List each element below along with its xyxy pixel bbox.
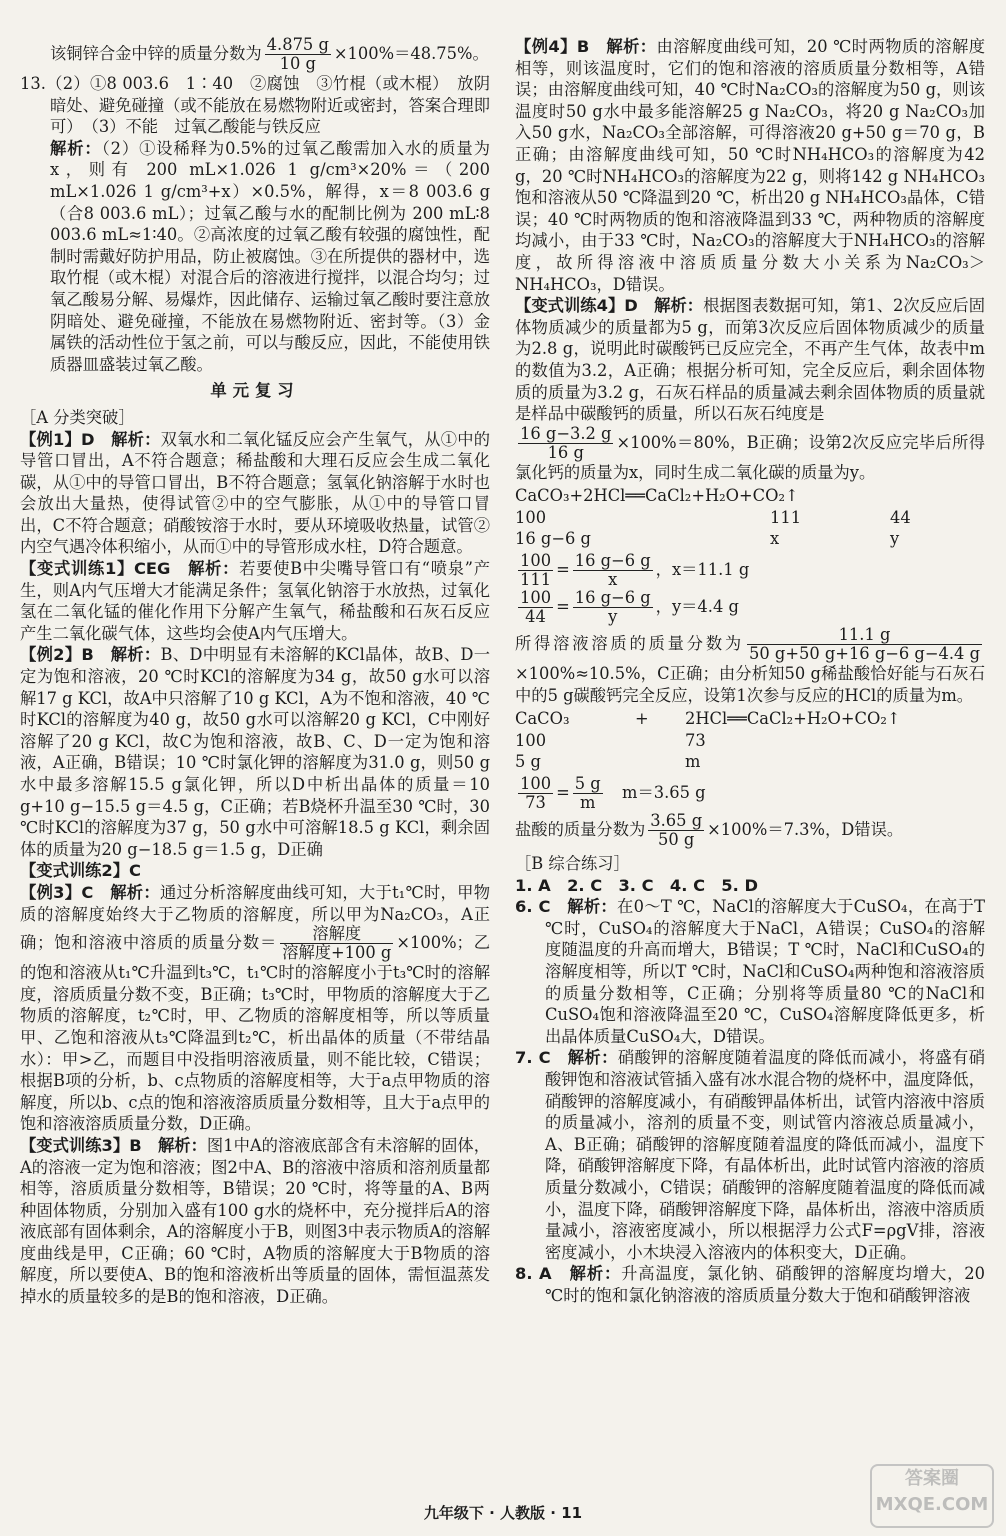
example-2: 【例2】B 解析：B、D中明显有未溶解的KCl晶体，故B、D一定为饱和溶液，20 ℃时KCl的溶解度为34 g，故50 g水可以溶解17 g KCl，故A中只溶解了10 g KCl，A为不饱和溶液，40 ℃时KCl的溶解度为40 g，故50 g水可以溶解20 g KCl，C中刚好溶解了20 g KCl，故C为饱和溶液，故B、C、D一定为饱和溶液，A正确，B错误；10 ℃时氯化钾的溶解度为31.0 g，则50 g水中最多溶解15.5 g氯化钾，所以D中析出晶体的质量＝10 g+10 g−15.5 g＝4.5 g，C正确；若B烧杯升温至30 ℃时，30 ℃时KCl的溶解度为37 g，50 g水中可溶解18.5 g KCl，剩余固体的质量为20 g−18.5 g＝1.5 g，D正确 (20, 645, 490, 859)
variant-1: 【变式训练1】CEG 解析：若要使B中尖嘴导管口有“喷泉”产生，则A内气压增大才能满足条件；氢氧化钠溶于水放热，过氧化氢在二氧化锰的催化作用下分解产生氧气，稀盐酸和石灰石反应产生二氧化碳气体，这些均会使A内气压增大。 (20, 559, 490, 643)
unit-title: 单元复习 (210, 381, 300, 401)
variant-3: 【变式训练3】B 解析：图1中A的溶液底部含有未溶解的固体，A的溶液一定为饱和溶液；图2中A、B的溶液中溶质和溶剂质量都相等，溶质质量分数相等，B错误；20 ℃时，将等量的A、B两种固体物质，分别加入盛有100 g水的烧杯中，充分搅拌后A的溶液底部有固体剩余，A的溶解度小于B，则图3中表示物质A的溶解度曲线是甲，C正确；60 ℃时，A物质的溶解度大于B物质的溶解度，所以要使A、B的饱和溶液析出等质量的固体，需恒温蒸发掉水的质量较多的是B的饱和溶液，D正确。 (20, 1135, 490, 1307)
variant-2: 【变式训练2】C (20, 861, 141, 881)
section-a-heading: ［A 分类突破］ (20, 407, 135, 427)
page-footer: 九年级下 · 人教版 · 11 (423, 1504, 583, 1522)
example-4: 【例4】B 解析：由溶解度曲线可知，20 ℃时两物质的溶解度相等，则该温度时，它们的饱和溶液的溶质质量分数相等，A错误；由溶解度曲线可知，40 ℃时Na₂CO₃的溶解度为50 g，则该温度时50 g水中最多能溶解25 g Na₂CO₃，将20 g Na₂CO₃加入50 g水，Na₂CO₃全部溶解，可得溶液20 g+50 g＝70 g，B正确；由溶解度曲线可知，50 ℃时NH₄HCO₃的溶解度为42 g，20 ℃时NH₄HCO₃的溶解度为22 g，则将142 g NH₄HCO₃饱和溶液从50 ℃降温到20 ℃，析出20 g NH₄HCO₃晶体，C错误；40 ℃时两物质的饱和溶液降温到33 ℃，两种物质的溶解度均减小，由于33 ℃时，Na₂CO₃的溶解度大于NH₄HCO₃的溶解度，故所得溶液中溶质质量分数大小关系为Na₂CO₃＞NH₄HCO₃，D错误。 (515, 37, 985, 294)
q13-answer: 13.（2）①8 003.6 1∶40 ②腐蚀 ③竹棍（或木棍） 放阴暗处、避免碰撞（或不能放在易燃物附近或密封，答案合理即可） （3）不能 过氧乙酸能与铁反应 (20, 74, 490, 137)
solubility-fraction: $\frac{\text{溶解度}}{\text{溶解度+100 g}}$ (282, 924, 392, 963)
right-column (515, 36, 985, 1307)
cont-line: 该铜锌合金中锌的质量分数为 $\frac{4.875 g}{10 g}$ ×100%＝48.75%。 (50, 35, 489, 73)
calc-2: $\frac{100}{44}$ = $\frac{16 g-6 g}{y}$ ，y＝4.4 g (520, 588, 739, 627)
left-column (20, 36, 490, 1308)
calc-3: $\frac{100}{73}$ = $\frac{5 g}{m}$ m＝3.65 g (520, 774, 706, 813)
example-3: 【例3】C 解析：通过分析溶解度曲线可知，大于t₁℃时，甲物质的溶解度始终大于乙物质的溶解度，所以甲为Na₂CO₃，A正确；饱和溶液中溶质的质量分数＝ $\frac{\text{溶解度}}{\text{溶解度+100 g}}$ ×100%；乙的饱和溶液从t₁℃升温到t₃℃，t₁℃时的溶解度小于t₃℃时的溶解度，溶质质量分数不变，B正确；t₃℃时，甲物质的溶解度大于乙物质的溶解度，t₂℃时，甲、乙物质的溶解度相等，所以等质量甲、乙饱和溶液从t₃℃降温到t₂℃，析出晶体的质量（不带结晶水）：甲>乙，而题目中没指明溶液质量，则不能比较，C错误；根据B项的分析，b、c点物质的溶解度相等，大于a点甲物质的溶解度，所以b、c点的饱和溶液溶质质量分数相等，且大于a点甲的饱和溶液溶质质量分数，D正确。 (20, 882, 490, 1134)
question-7: 7. C 解析：硝酸钾的溶解度随着温度的降低而减小，将盛有硝酸钾饱和溶液试管插入盛有冰水混合物的烧杯中，温度降低，硝酸钾的溶解度减小，有硝酸钾晶体析出，试管内溶液中溶质的质量减小，溶剂的质量不变，则试管内溶液总质量减小，A、B正确；硝酸钾的溶解度随着温度的降低而减小，温度下降，硝酸钾溶解度下降，有晶体析出，此时试管内溶液的溶质质量分数减小，C错误；硝酸钾的溶解度随着温度的降低而减小，温度下降，硝酸钾溶解度下降，晶体析出，溶液中溶质质量减小，溶液密度减小，所以根据浮力公式F=ρgV排，溶液密度减小，小木块浸入溶液内的体积变大，D正确。 (515, 1048, 985, 1262)
question-8: 8. A 解析：升高温度，氯化钠、硝酸钾的溶解度均增大，20 ℃时的饱和氯化钠溶液的溶质质量分数大于饱和硝酸钾溶液 (515, 1264, 985, 1305)
hcl-fraction-line: 盐酸的质量分数为 $\frac{3.65 g}{50 g}$ ×100%＝7.3%，D错误。 (515, 811, 904, 850)
question-6: 6. C 解析：在0～T ℃，NaCl的溶解度大于CuSO₄，在高于T ℃时，CuSO₄的溶解度大于NaCl，A错误；CuSO₄的溶解度随温度的升高而增大，B错误；T ℃时，NaCl和CuSO₄的溶解度相等，所以T ℃时，NaCl和CuSO₄两种饱和溶液溶质的质量分数相等，C正确；分别将等质量80 ℃的NaCl和CuSO₄饱和溶液降温至20 ℃，CuSO₄溶解度降低更多，析出晶体质量CuSO₄大，D错误。 (515, 897, 985, 1046)
calc-1: $\frac{100}{111}$ = $\frac{16 g-6 g}{x}$ ，x＝11.1 g (520, 551, 750, 590)
q13-analysis: 解析：（2）①设稀释为0.5%的过氧乙酸需加入水的质量为x，则有 200 mL×1.026 1 g/cm³×20%＝（200 mL×1.026 1 g/cm³+x）×0.5%，解得，x＝8 003.6 g（合8 003.6 mL）；过氧乙酸与水的配制比例为 200 mL∶8 003.6 mL≈1∶40。②高浓度的过氧乙酸有较强的腐蚀性，配制时需戴好防护用品，防止被腐蚀。③在所提供的器材中，选取竹棍（或木棍）对混合后的溶液进行搅拌，以混合均匀；过氧乙酸易分解、易爆炸，因此储存、运输过氧乙酸时要注意放阴暗处、避免碰撞，不能放在易燃物附近、密封等。（3）金属铁的活动性位于氢之前，可以与酸反应，因此，不能使用铁质器皿盛装过氧乙酸。 (50, 138, 490, 374)
purity-fraction: $\frac{16 g-3.2 g}{16 g}$ (520, 423, 612, 462)
mass-fraction-line: 所得溶液溶质的质量分数为 $\frac{11.1 g}{50 g+50 g+16 g-6 g-4.4 g}$ ×100%≈10.5%，C正确；由分析知50 g稀盐酸恰好能与石灰石中的5 g碳酸钙完全反应，设第1次参与反应的HCl的质量为m。 (515, 625, 985, 705)
example-1: 【例1】D 解析：双氧水和二氧化锰反应会产生氧气，从①中的导管口冒出，A不符合题意；稀盐酸和大理石反应会生成二氧化碳，从①中的导管口冒出，B不符合题意；氢氧化钠溶解于水时也会放出大量热，使得试管②中的空气膨胀，从①中的导管口冒出，C不符合题意；硝酸铵溶于水时，要从环境吸收热量，试管②内空气遇冷体积缩小，从而①中的导管形成水柱，D符合题意。 (20, 429, 490, 557)
equation-2: CaCO₃ + 2HCl══CaCl₂+H₂O+CO₂↑ 100 73 5 g m (515, 709, 901, 772)
variant-4: 【变式训练4】D 解析：根据图表数据可知，第1、2次反应后固体物质减少的质量都为5 g，而第3次反应后固体物质减少的质量为2.8 g，说明此时碳酸钙已反应完全，不再产生气体，故表中m的数值为3.2，A正确；根据分析可知，完全反应后，剩余固体物质的质量为3.2 g，石灰石样品的质量减去剩余固体物质的质量就是样品中碳酸钙的质量，所以石灰石纯度是 (515, 296, 985, 424)
zinc-fraction: $\frac{4.875 g}{10 g}$ (266, 35, 329, 73)
purity-line: $\frac{16 g-3.2 g}{16 g}$ ×100%＝80%，B正确；设第2次反应完毕后所得氯化钙的质量为x，同时生成二氧化碳的质量为y。 (515, 423, 985, 482)
section-b-heading: ［B 综合练习］ (515, 854, 630, 874)
equation-1: CaCO₃+2HCl══CaCl₂+H₂O+CO₂↑ 100 111 44 16 g−6 g x y (515, 486, 911, 549)
answers-1-5: 1. A 2. C 3. C 4. C 5. D (515, 875, 758, 895)
watermark-logo: 答案圈 MXQE.COM (870, 1464, 994, 1528)
